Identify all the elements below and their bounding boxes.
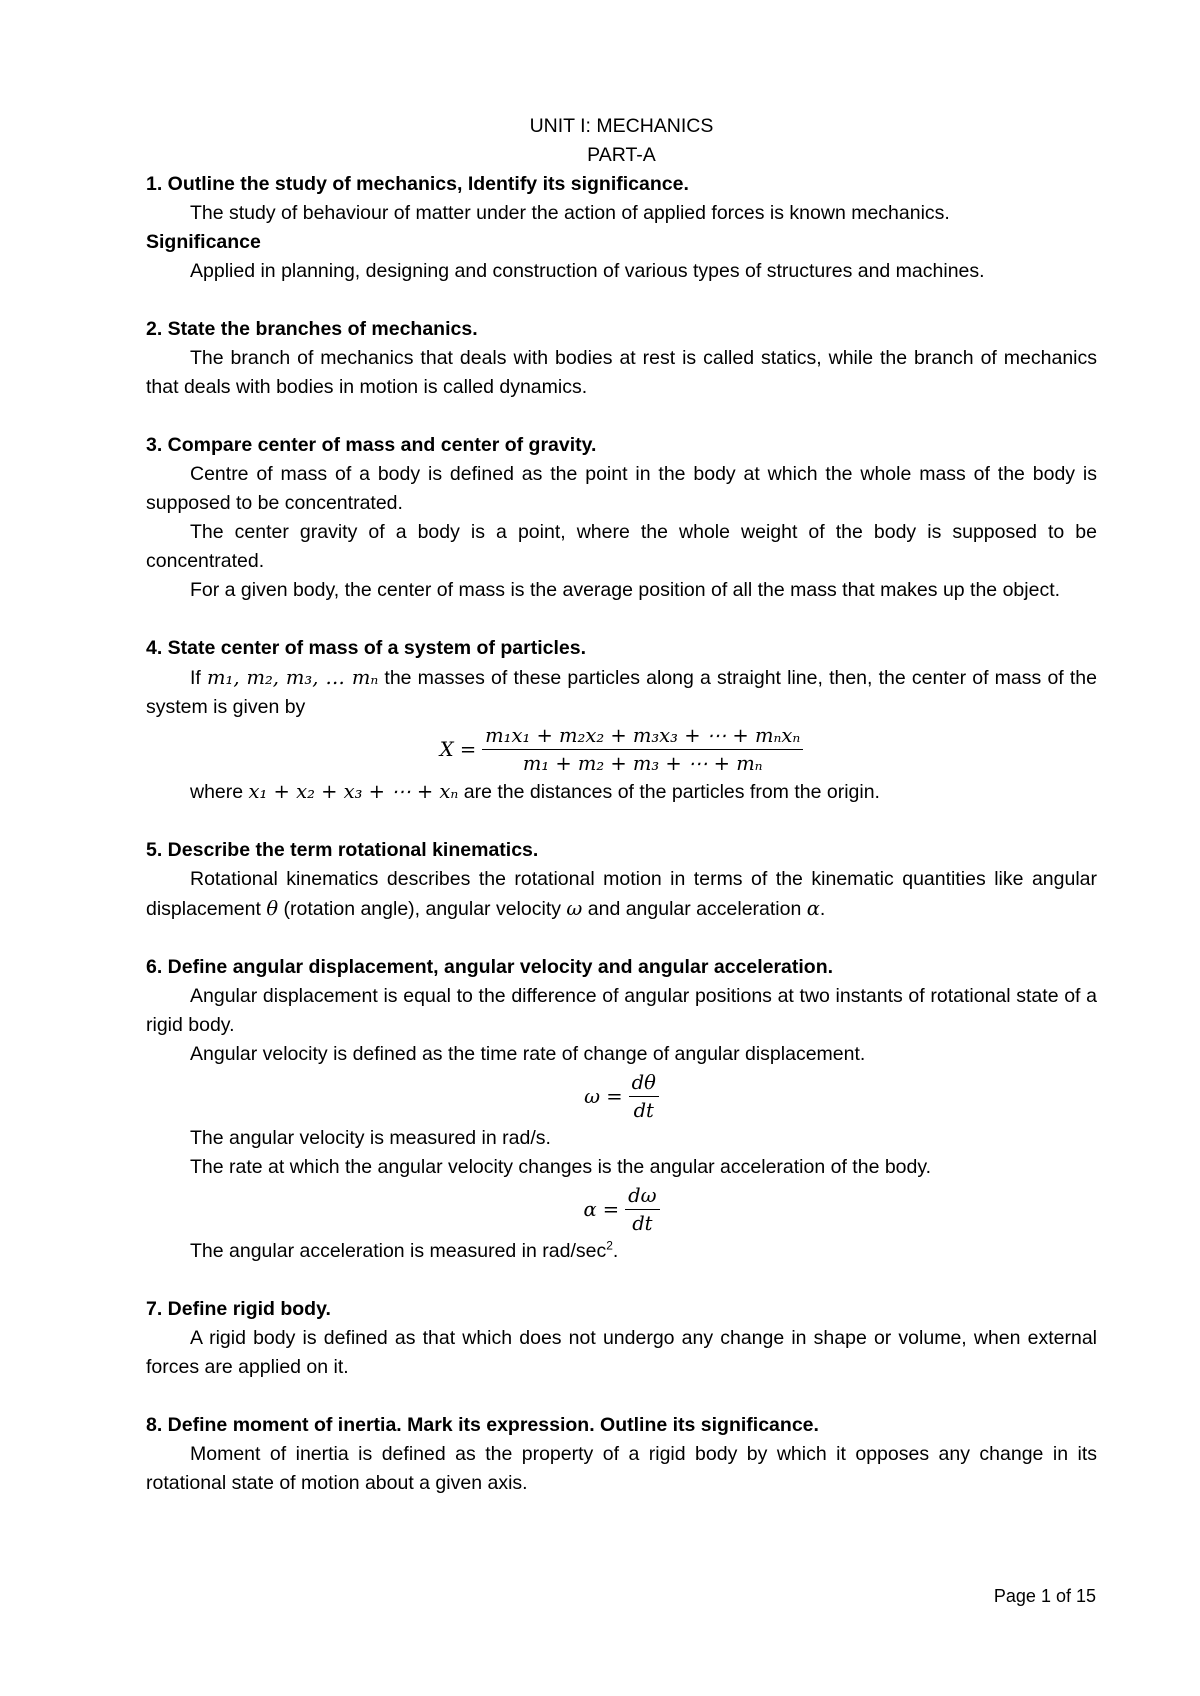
question-5-text-b: (rotation angle), angular velocity <box>283 898 561 920</box>
question-5-text-d: . <box>819 898 826 920</box>
angular-velocity-equation <box>146 1069 1097 1124</box>
part-label: PART-A <box>587 144 656 166</box>
omega-symbol: ω <box>566 897 583 920</box>
question-2-answer: The branch of mechanics that deals with bodies at rest is called statics, while the branch of mechanics that deals with bodies in motion is called dynamics. <box>146 347 1097 398</box>
question-6-title: 6. Define angular displacement, angular velocity and angular acceleration. <box>146 956 834 978</box>
page-number: Page 1 of 15 <box>993 1586 1096 1606</box>
angular-acceleration-equation <box>146 1182 1097 1237</box>
equation-1-lhs: ω = <box>584 1085 623 1108</box>
page-content <box>146 112 1097 1498</box>
question-1-answer: The study of behaviour of matter under the action of applied forces is known mechanics. <box>190 202 950 224</box>
equation-lhs: X = <box>439 738 477 761</box>
question-3-para-3: For a given body, the center of mass is the average position of all the mass that makes up the object. <box>190 579 1061 601</box>
if-word: If <box>190 667 201 689</box>
question-1-title: 1. Outline the study of mechanics, Identify its significance. <box>146 173 689 195</box>
center-of-mass-equation <box>146 722 1097 777</box>
equation-2-numerator: dω <box>625 1182 659 1210</box>
unit-title: UNIT I: MECHANICS <box>529 115 714 137</box>
question-4-text-1: the masses of these particles along a straight line, then, the center of mass of the system is given by <box>146 667 1097 718</box>
equation-2-fraction <box>625 1182 659 1237</box>
question-6-para-3: The angular velocity is measured in rad/s. <box>190 1127 551 1149</box>
equation-2-lhs: α = <box>583 1198 620 1221</box>
significance-text: Applied in planning, designing and construction of various types of structures and machines. <box>190 260 985 282</box>
question-3-para-2: The center gravity of a body is a point, where the whole weight of the body is supposed to be concentrated. <box>146 521 1097 572</box>
question-5-title: 5. Describe the term rotational kinematics. <box>146 839 539 861</box>
equation-1-numerator: dθ <box>629 1069 659 1097</box>
significance-heading: Significance <box>146 231 261 253</box>
where-word: where <box>190 781 244 803</box>
question-8-answer: Moment of inertia is defined as the property of a rigid body by which it opposes any change in its rotational state of motion about a given axis. <box>146 1443 1097 1494</box>
question-2-title: 2. State the branches of mechanics. <box>146 318 478 340</box>
question-4-title: 4. State center of mass of a system of particles. <box>146 637 587 659</box>
question-3-para-1: Centre of mass of a body is defined as the point in the body at which the whole mass of the body is supposed to be concentrated. <box>146 463 1097 514</box>
distances-expression: x₁ + x₂ + x₃ + ⋯ + xₙ <box>248 780 459 803</box>
question-6-para-2: Angular velocity is defined as the time rate of change of angular displacement. <box>190 1043 866 1065</box>
equation-numerator: m₁x₁ + m₂x₂ + m₃x₃ + ⋯ + mₙxₙ <box>482 722 803 750</box>
question-6-para-5 <box>146 1237 1097 1266</box>
question-7-answer: A rigid body is defined as that which does not undergo any change in shape or volume, when external forces are applied on it. <box>146 1327 1097 1378</box>
masses-expression: m₁, m₂, m₃, … mₙ <box>207 666 379 689</box>
question-5-text-c: and angular acceleration <box>587 898 802 920</box>
superscript-2: 2 <box>606 1238 613 1253</box>
question-6-para-5-end: . <box>612 1240 619 1262</box>
equation-denominator: m₁ + m₂ + m₃ + ⋯ + mₙ <box>522 752 763 775</box>
question-5-answer <box>146 865 1097 924</box>
question-6-para-5-text: The angular acceleration is measured in rad/sec <box>190 1240 607 1262</box>
question-4-intro <box>146 663 1097 722</box>
question-4-text-2: are the distances of the particles from the origin. <box>463 781 880 803</box>
alpha-symbol: α <box>806 897 820 920</box>
question-6-para-4: The rate at which the angular velocity changes is the angular acceleration of the body. <box>190 1156 932 1178</box>
question-8-title: 8. Define moment of inertia. Mark its expression. Outline its significance. <box>146 1414 819 1436</box>
question-6-para-1: Angular displacement is equal to the difference of angular positions at two instants of rotational state of a rigid body. <box>146 985 1097 1036</box>
question-4-where <box>146 777 1097 807</box>
theta-symbol: θ <box>266 897 279 920</box>
question-7-title: 7. Define rigid body. <box>146 1298 331 1320</box>
equation-fraction <box>482 722 803 777</box>
question-3-title: 3. Compare center of mass and center of gravity. <box>146 434 597 456</box>
question-5-text-a: Rotational kinematics describes the rotational motion in terms of the kinematic quantities like angular displacement <box>146 868 1097 920</box>
equation-1-fraction <box>629 1069 659 1124</box>
equation-1-denominator: dt <box>633 1099 654 1122</box>
equation-2-denominator: dt <box>632 1212 653 1235</box>
